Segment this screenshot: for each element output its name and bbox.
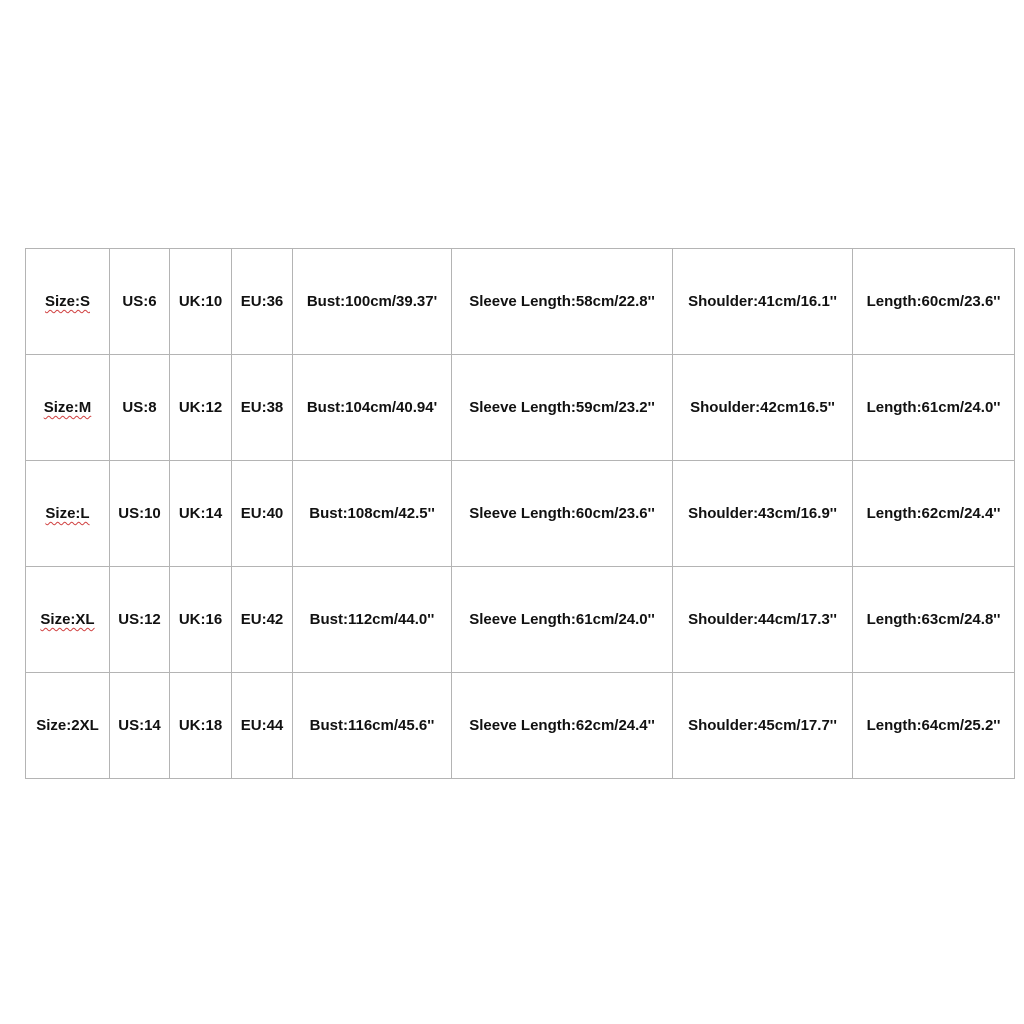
- size-chart-table: [25, 248, 1015, 779]
- size-label: Size:2XL: [36, 717, 99, 734]
- size-cell: [26, 673, 110, 779]
- sleeve-length-cell: Sleeve Length:59cm/23.2'': [452, 355, 673, 461]
- size-label: Size:M: [43, 399, 92, 416]
- length-cell: Length:63cm/24.8'': [853, 567, 1015, 673]
- uk-size-cell: UK:18: [170, 673, 232, 779]
- shoulder-cell: Shoulder:41cm/16.1'': [673, 249, 853, 355]
- bust-cell: Bust:112cm/44.0'': [293, 567, 452, 673]
- size-cell: [26, 249, 110, 355]
- size-cell: [26, 567, 110, 673]
- length-cell: Length:64cm/25.2'': [853, 673, 1015, 779]
- uk-size-cell: UK:10: [170, 249, 232, 355]
- length-cell: Length:61cm/24.0'': [853, 355, 1015, 461]
- eu-size-cell: EU:44: [232, 673, 293, 779]
- table-row: [26, 567, 1015, 673]
- table-row: [26, 355, 1015, 461]
- bust-cell: Bust:108cm/42.5'': [293, 461, 452, 567]
- uk-size-cell: UK:14: [170, 461, 232, 567]
- us-size-cell: US:14: [110, 673, 170, 779]
- size-cell: [26, 461, 110, 567]
- sleeve-length-cell: Sleeve Length:60cm/23.6'': [452, 461, 673, 567]
- shoulder-cell: Shoulder:43cm/16.9'': [673, 461, 853, 567]
- shoulder-cell: Shoulder:42cm16.5'': [673, 355, 853, 461]
- us-size-cell: US:6: [110, 249, 170, 355]
- size-cell: [26, 355, 110, 461]
- us-size-cell: US:12: [110, 567, 170, 673]
- bust-cell: Bust:116cm/45.6'': [293, 673, 452, 779]
- uk-size-cell: UK:16: [170, 567, 232, 673]
- eu-size-cell: EU:38: [232, 355, 293, 461]
- size-label: Size:L: [45, 505, 90, 522]
- uk-size-cell: UK:12: [170, 355, 232, 461]
- bust-cell: Bust:100cm/39.37': [293, 249, 452, 355]
- bust-cell: Bust:104cm/40.94': [293, 355, 452, 461]
- us-size-cell: US:8: [110, 355, 170, 461]
- size-label: Size:XL: [40, 611, 95, 628]
- size-label: Size:S: [44, 293, 90, 310]
- eu-size-cell: EU:42: [232, 567, 293, 673]
- length-cell: Length:62cm/24.4'': [853, 461, 1015, 567]
- us-size-cell: US:10: [110, 461, 170, 567]
- eu-size-cell: EU:36: [232, 249, 293, 355]
- shoulder-cell: Shoulder:45cm/17.7'': [673, 673, 853, 779]
- shoulder-cell: Shoulder:44cm/17.3'': [673, 567, 853, 673]
- sleeve-length-cell: Sleeve Length:61cm/24.0'': [452, 567, 673, 673]
- eu-size-cell: EU:40: [232, 461, 293, 567]
- sleeve-length-cell: Sleeve Length:58cm/22.8'': [452, 249, 673, 355]
- table-row: [26, 673, 1015, 779]
- sleeve-length-cell: Sleeve Length:62cm/24.4'': [452, 673, 673, 779]
- table-row: [26, 461, 1015, 567]
- table-row: [26, 249, 1015, 355]
- length-cell: Length:60cm/23.6'': [853, 249, 1015, 355]
